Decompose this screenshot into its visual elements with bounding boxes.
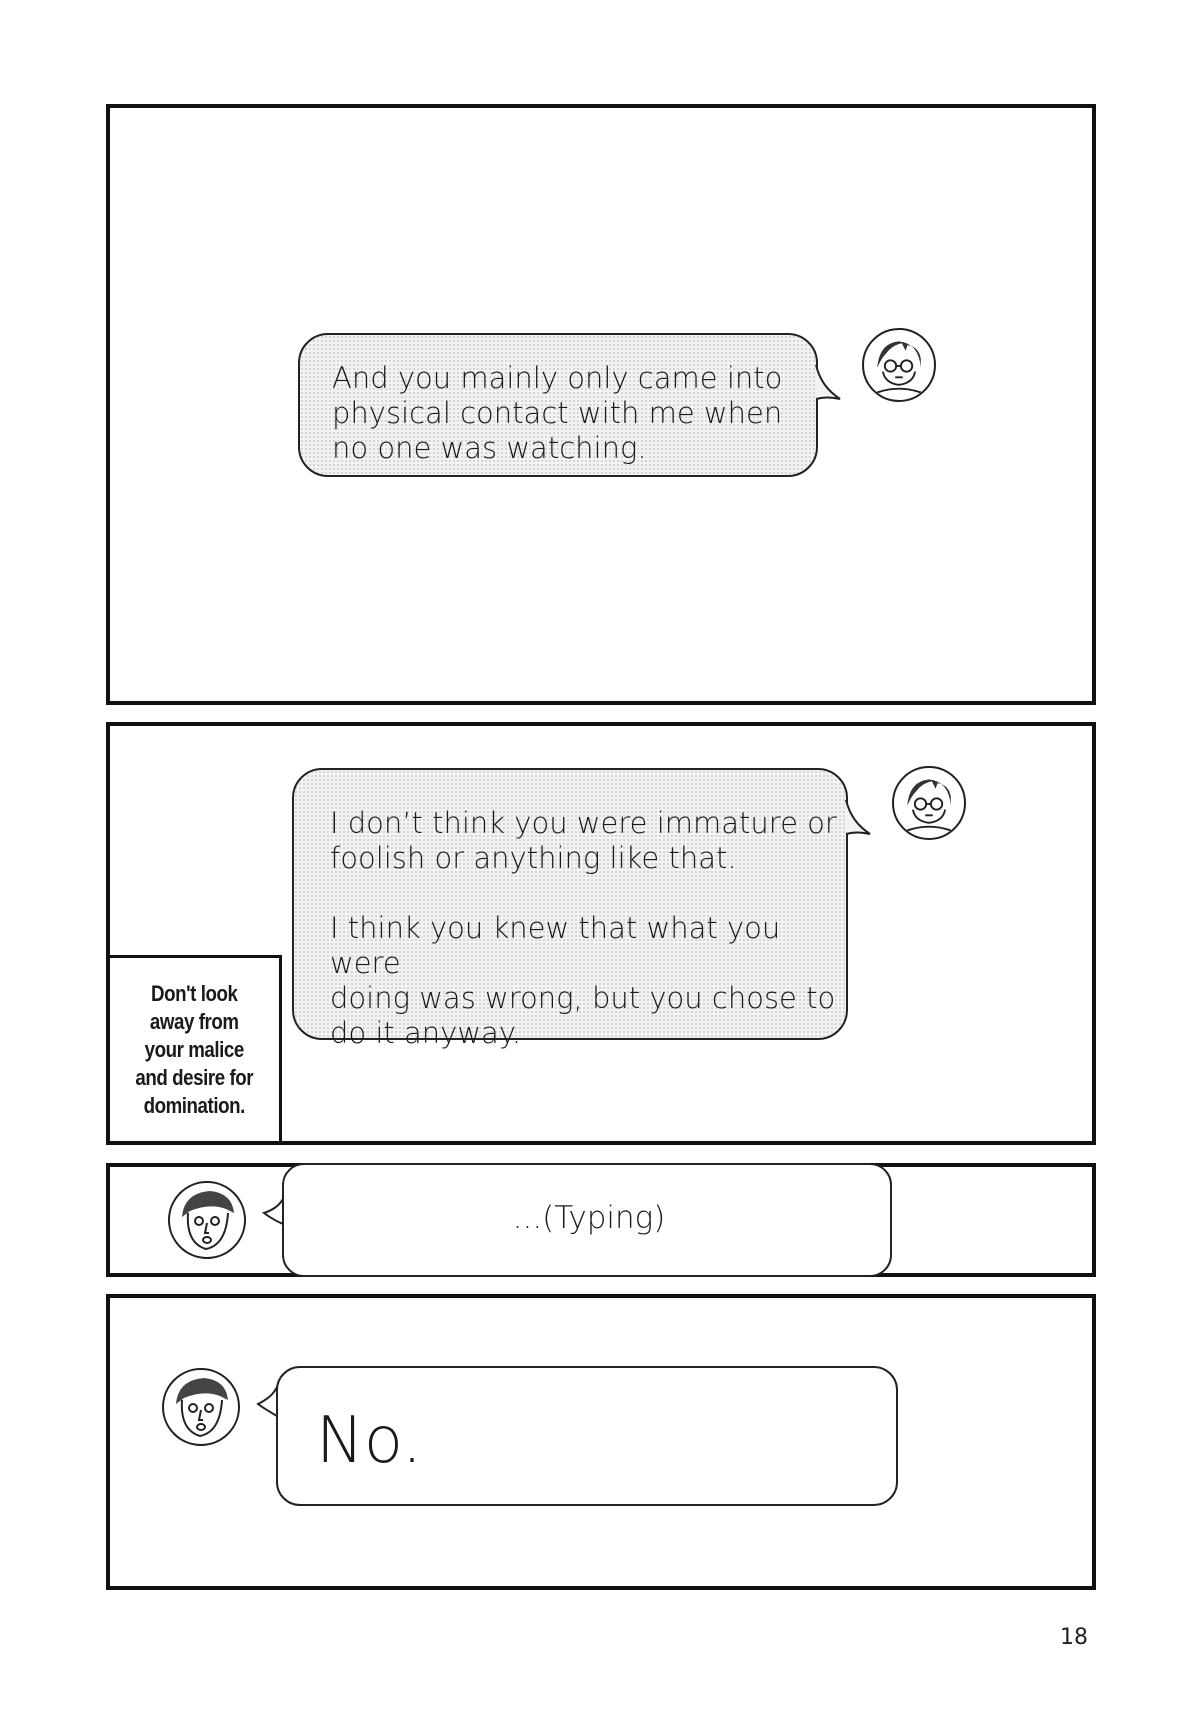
man-avatar-icon bbox=[162, 1368, 240, 1446]
comic-panel-4 bbox=[106, 1294, 1096, 1590]
bubble-text: I don’t think you were immature or foolish or anything like that. I think you knew that what you were doing was wrong, but you chose to do it anyway. bbox=[330, 806, 837, 1050]
page-number: 18 bbox=[1060, 1625, 1088, 1650]
speech-bubble bbox=[276, 1366, 898, 1506]
bubble-text: And you mainly only came into physical contact with me when no one was watching. bbox=[332, 361, 783, 465]
bubble-text: ...(Typing) bbox=[512, 1200, 666, 1236]
bubble-tail-icon bbox=[814, 363, 844, 408]
comic-panel-3 bbox=[106, 1163, 1096, 1277]
speech-bubble bbox=[298, 333, 818, 477]
bubble-tail-icon bbox=[844, 798, 874, 843]
caption-text: Don't look away from your malice and desire for domination. bbox=[135, 980, 254, 1118]
speech-bubble bbox=[282, 1163, 892, 1277]
narration-caption bbox=[110, 955, 282, 1141]
woman-avatar-icon bbox=[892, 766, 966, 840]
woman-avatar-icon bbox=[862, 328, 936, 402]
comic-panel-1 bbox=[106, 104, 1096, 705]
man-avatar-icon bbox=[168, 1181, 246, 1259]
comic-panel-2 bbox=[106, 722, 1096, 1145]
bubble-text: No. bbox=[316, 1404, 423, 1478]
speech-bubble bbox=[292, 768, 848, 1050]
